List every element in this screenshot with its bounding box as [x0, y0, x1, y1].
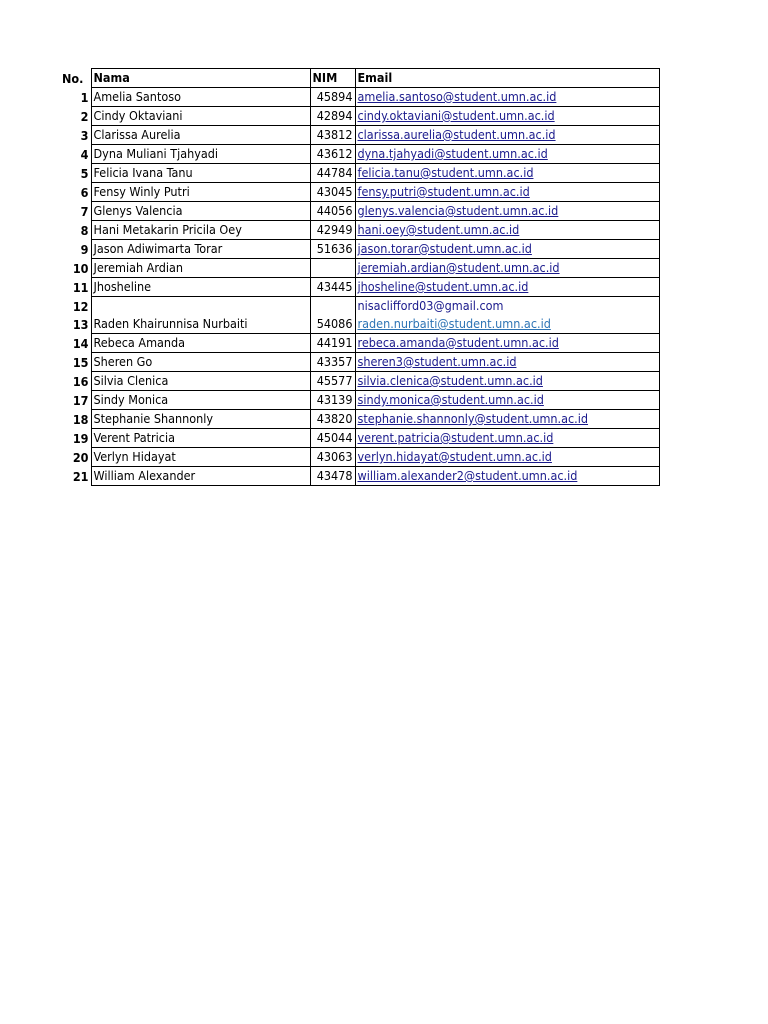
- row-number: 12: [72, 298, 89, 314]
- row-number: 11: [72, 279, 89, 295]
- email-cell: [355, 240, 659, 259]
- row-number: 4: [80, 146, 89, 162]
- nim-cell: 42949: [310, 221, 355, 240]
- email-link[interactable]: nisaclifford03@gmail.com: [357, 298, 504, 313]
- name-cell: Verent Patricia: [91, 429, 310, 448]
- name-cell: Cindy Oktaviani: [91, 107, 310, 126]
- table-row: [60, 126, 659, 145]
- header-row: [60, 69, 659, 88]
- email-link[interactable]: verent.patricia@student.umn.ac.id: [357, 430, 554, 445]
- name-cell: Stephanie Shannonly: [91, 410, 310, 429]
- nim-cell: 43139: [310, 391, 355, 410]
- row-number: 3: [80, 127, 89, 143]
- email-cell: [355, 221, 659, 240]
- table-row: [60, 448, 659, 467]
- email-link[interactable]: jhosheline@student.umn.ac.id: [357, 279, 529, 294]
- table-row: [60, 353, 659, 372]
- nim-cell: 44784: [310, 164, 355, 183]
- header-no: No.: [62, 70, 84, 86]
- nim-cell: 44191: [310, 334, 355, 353]
- email-cell: [355, 353, 659, 372]
- nim-cell: 44056: [310, 202, 355, 221]
- table-row: [60, 202, 659, 221]
- email-cell: [355, 429, 659, 448]
- table-row: [60, 467, 659, 486]
- email-cell: [355, 88, 659, 107]
- row-number: 9: [80, 241, 89, 257]
- name-cell: Clarissa Aurelia: [91, 126, 310, 145]
- email-cell: [355, 126, 659, 145]
- student-table: [60, 68, 660, 486]
- email-cell: [355, 202, 659, 221]
- name-cell: Sindy Monica: [91, 391, 310, 410]
- table-row: [60, 145, 659, 164]
- table-row: [60, 410, 659, 429]
- name-cell: Jeremiah Ardian: [91, 259, 310, 278]
- email-link[interactable]: rebeca.amanda@student.umn.ac.id: [357, 335, 559, 350]
- email-cell: [355, 391, 659, 410]
- nim-cell: 45577: [310, 372, 355, 391]
- email-cell: [355, 297, 659, 334]
- email-cell: [355, 278, 659, 297]
- email-link[interactable]: raden.nurbaiti@student.umn.ac.id: [357, 316, 551, 331]
- name-cell: Jhosheline: [91, 278, 310, 297]
- email-link[interactable]: cindy.oktaviani@student.umn.ac.id: [357, 108, 555, 123]
- header-nim: NIM: [310, 69, 355, 88]
- email-link[interactable]: william.alexander2@student.umn.ac.id: [357, 468, 578, 483]
- table-row: [60, 88, 659, 107]
- nim-cell: 43445: [310, 278, 355, 297]
- table-row: [60, 259, 659, 278]
- email-link[interactable]: hani.oey@student.umn.ac.id: [357, 222, 520, 237]
- row-number: 20: [72, 449, 89, 465]
- email-cell: [355, 372, 659, 391]
- name-cell: Raden Khairunnisa Nurbaiti: [91, 297, 310, 334]
- row-number: 19: [72, 430, 89, 446]
- row-number-pair: [60, 297, 91, 334]
- name-cell: Sheren Go: [91, 353, 310, 372]
- student-list-sheet: [60, 68, 660, 486]
- table-row: [60, 240, 659, 259]
- row-number: 16: [72, 373, 89, 389]
- name-cell: Dyna Muliani Tjahyadi: [91, 145, 310, 164]
- table-row: [60, 372, 659, 391]
- name-cell: Rebeca Amanda: [91, 334, 310, 353]
- email-cell: [355, 448, 659, 467]
- row-number: 5: [80, 165, 89, 181]
- nim-cell: 54086: [310, 297, 355, 334]
- row-number: 21: [72, 468, 89, 484]
- name-cell: Silvia Clenica: [91, 372, 310, 391]
- name-cell: Hani Metakarin Pricila Oey: [91, 221, 310, 240]
- row-number: 15: [72, 354, 89, 370]
- table-row: [60, 164, 659, 183]
- name-cell: Fensy Winly Putri: [91, 183, 310, 202]
- table-row: [60, 221, 659, 240]
- row-number: 8: [80, 222, 89, 238]
- header-email: Email: [355, 69, 659, 88]
- name-cell: Felicia Ivana Tanu: [91, 164, 310, 183]
- table-row: [60, 334, 659, 353]
- email-cell: [355, 164, 659, 183]
- email-link[interactable]: glenys.valencia@student.umn.ac.id: [357, 203, 559, 218]
- nim-cell: 43045: [310, 183, 355, 202]
- nim-cell: 43820: [310, 410, 355, 429]
- email-link[interactable]: silvia.clenica@student.umn.ac.id: [357, 373, 543, 388]
- email-link[interactable]: sindy.monica@student.umn.ac.id: [357, 392, 544, 407]
- table-row: [60, 183, 659, 202]
- email-cell: [355, 259, 659, 278]
- email-cell: [355, 467, 659, 486]
- nim-cell: 43357: [310, 353, 355, 372]
- row-number: 2: [80, 108, 89, 124]
- name-cell: Verlyn Hidayat: [91, 448, 310, 467]
- email-cell: [355, 410, 659, 429]
- email-link[interactable]: felicia.tanu@student.umn.ac.id: [357, 165, 534, 180]
- row-number: 13: [72, 316, 89, 332]
- table-row: [60, 429, 659, 448]
- email-cell: [355, 183, 659, 202]
- name-cell: Amelia Santoso: [91, 88, 310, 107]
- email-link[interactable]: verlyn.hidayat@student.umn.ac.id: [357, 449, 552, 464]
- email-link[interactable]: clarissa.aurelia@student.umn.ac.id: [357, 127, 556, 142]
- email-cell: [355, 145, 659, 164]
- name-cell: Jason Adiwimarta Torar: [91, 240, 310, 259]
- nim-cell: 51636: [310, 240, 355, 259]
- nim-cell: 43612: [310, 145, 355, 164]
- row-number: 7: [80, 203, 89, 219]
- nim-cell: 45894: [310, 88, 355, 107]
- row-number: 6: [80, 184, 89, 200]
- email-link[interactable]: amelia.santoso@student.umn.ac.id: [357, 89, 557, 104]
- nim-cell: 43063: [310, 448, 355, 467]
- table-row: [60, 107, 659, 126]
- nim-cell: 42894: [310, 107, 355, 126]
- row-number: 17: [72, 392, 89, 408]
- nim-cell: 43478: [310, 467, 355, 486]
- email-link[interactable]: jason.torar@student.umn.ac.id: [357, 241, 532, 256]
- name-cell: Glenys Valencia: [91, 202, 310, 221]
- email-link[interactable]: fensy.putri@student.umn.ac.id: [357, 184, 530, 199]
- nim-cell: [310, 259, 355, 278]
- row-number: 18: [72, 411, 89, 427]
- table-row: [60, 391, 659, 410]
- nim-cell: 45044: [310, 429, 355, 448]
- name-cell: William Alexander: [91, 467, 310, 486]
- header-nama: Nama: [91, 69, 310, 88]
- table-row-merged: [60, 297, 659, 334]
- row-number: 10: [72, 260, 89, 276]
- email-cell: [355, 334, 659, 353]
- email-link[interactable]: jeremiah.ardian@student.umn.ac.id: [357, 260, 560, 275]
- email-link[interactable]: dyna.tjahyadi@student.umn.ac.id: [357, 146, 548, 161]
- email-link[interactable]: sheren3@student.umn.ac.id: [357, 354, 517, 369]
- table-row: [60, 278, 659, 297]
- email-link[interactable]: stephanie.shannonly@student.umn.ac.id: [357, 411, 589, 426]
- row-number: 14: [72, 335, 89, 351]
- row-number: 1: [80, 89, 89, 105]
- table-body: [60, 69, 659, 486]
- email-cell: [355, 107, 659, 126]
- nim-cell: 43812: [310, 126, 355, 145]
